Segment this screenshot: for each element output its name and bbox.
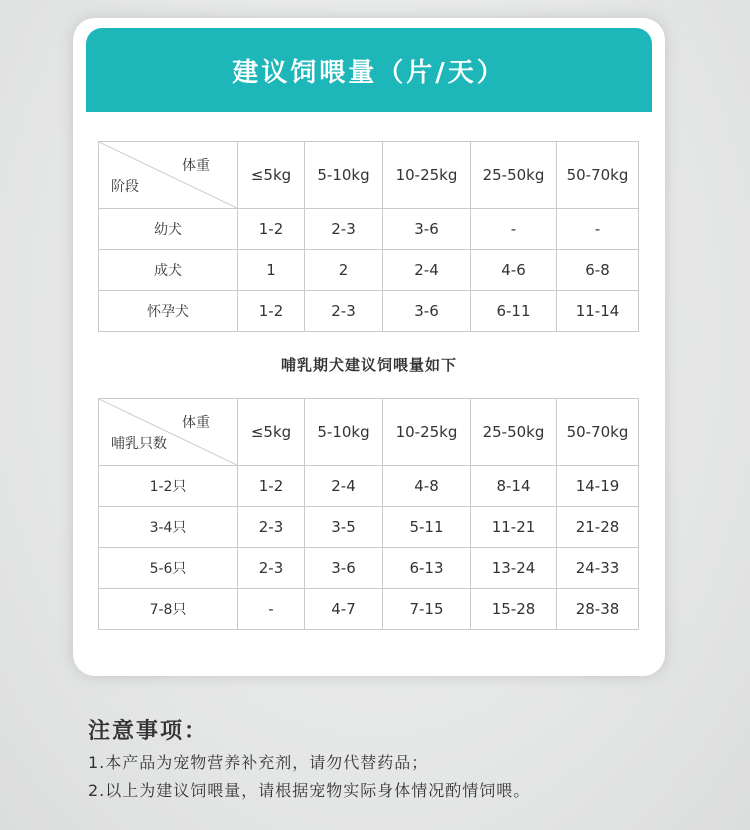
table-cell: 13-24 xyxy=(471,548,557,589)
diagonal-divider xyxy=(99,399,237,465)
row-label: 3-4只 xyxy=(99,507,238,548)
table-cell: 2-4 xyxy=(305,466,383,507)
table-row xyxy=(99,548,639,589)
notes-section xyxy=(88,714,530,805)
table-row xyxy=(99,466,639,507)
row-label: 1-2只 xyxy=(99,466,238,507)
column-header: 10-25kg xyxy=(383,399,471,466)
table-cell: 3-5 xyxy=(305,507,383,548)
corner-weight-label: 体重 xyxy=(182,158,210,174)
feeding-card xyxy=(73,18,665,676)
table-cell: 21-28 xyxy=(557,507,639,548)
table-cell: 2-4 xyxy=(383,250,471,291)
table-header-row xyxy=(99,399,639,466)
row-label: 7-8只 xyxy=(99,589,238,630)
table-cell: - xyxy=(238,589,305,630)
table-cell: 1-2 xyxy=(238,291,305,332)
column-header: 5-10kg xyxy=(305,142,383,209)
row-label: 幼犬 xyxy=(99,209,238,250)
table-cell: 2-3 xyxy=(305,209,383,250)
table-cell: 1 xyxy=(238,250,305,291)
table-cell: 4-6 xyxy=(471,250,557,291)
notes-line: 2.以上为建议饲喂量，请根据宠物实际身体情况酌情饲喂。 xyxy=(88,781,531,800)
corner-stage-label: 阶段 xyxy=(111,179,139,195)
card-header xyxy=(86,28,652,112)
table-cell: 3-6 xyxy=(383,291,471,332)
table-cell: 24-33 xyxy=(557,548,639,589)
feeding-table-lactation xyxy=(98,398,639,630)
card-title: 建议饲喂量（片/天） xyxy=(232,57,506,88)
table-cell: 1-2 xyxy=(238,466,305,507)
corner-weight-label: 体重 xyxy=(182,415,210,431)
table-cell: 6-8 xyxy=(557,250,639,291)
table-cell: - xyxy=(557,209,639,250)
table-row xyxy=(99,291,639,332)
column-header: 50-70kg xyxy=(557,399,639,466)
table-cell: 3-6 xyxy=(383,209,471,250)
column-header: 50-70kg xyxy=(557,142,639,209)
table-cell: 6-13 xyxy=(383,548,471,589)
table-cell: 2-3 xyxy=(238,548,305,589)
table-cell: 8-14 xyxy=(471,466,557,507)
column-header: 25-50kg xyxy=(471,142,557,209)
table-cell: 2-3 xyxy=(305,291,383,332)
table-row xyxy=(99,507,639,548)
table-row xyxy=(99,209,639,250)
table-cell: 28-38 xyxy=(557,589,639,630)
column-header: ≤5kg xyxy=(238,399,305,466)
diagonal-divider xyxy=(99,142,237,208)
table-cell: 15-28 xyxy=(471,589,557,630)
table-cell: 4-8 xyxy=(383,466,471,507)
table-cell: 7-15 xyxy=(383,589,471,630)
table-cell: 11-21 xyxy=(471,507,557,548)
feeding-table-stage xyxy=(98,141,639,332)
row-label: 怀孕犬 xyxy=(99,291,238,332)
table-corner-cell xyxy=(99,399,238,466)
column-header: 25-50kg xyxy=(471,399,557,466)
column-header: 10-25kg xyxy=(383,142,471,209)
table-cell: 11-14 xyxy=(557,291,639,332)
table-header-row xyxy=(99,142,639,209)
table-corner-cell xyxy=(99,142,238,209)
row-label: 成犬 xyxy=(99,250,238,291)
table-cell: 4-7 xyxy=(305,589,383,630)
table-cell: 5-11 xyxy=(383,507,471,548)
notes-line: 1.本产品为宠物营养补充剂，请勿代替药品； xyxy=(88,753,429,772)
lactation-subtitle: 哺乳期犬建议饲喂量如下 xyxy=(280,356,457,374)
notes-title: 注意事项： xyxy=(88,719,209,744)
table-cell: 3-6 xyxy=(305,548,383,589)
table-cell: 14-19 xyxy=(557,466,639,507)
table-row xyxy=(99,589,639,630)
table-cell: 2 xyxy=(305,250,383,291)
column-header: 5-10kg xyxy=(305,399,383,466)
corner-litter-label: 哺乳只数 xyxy=(111,436,167,452)
row-label: 5-6只 xyxy=(99,548,238,589)
table-cell: 2-3 xyxy=(238,507,305,548)
table-cell: 6-11 xyxy=(471,291,557,332)
column-header: ≤5kg xyxy=(238,142,305,209)
table-cell: 1-2 xyxy=(238,209,305,250)
table-row xyxy=(99,250,639,291)
table-cell: - xyxy=(471,209,557,250)
